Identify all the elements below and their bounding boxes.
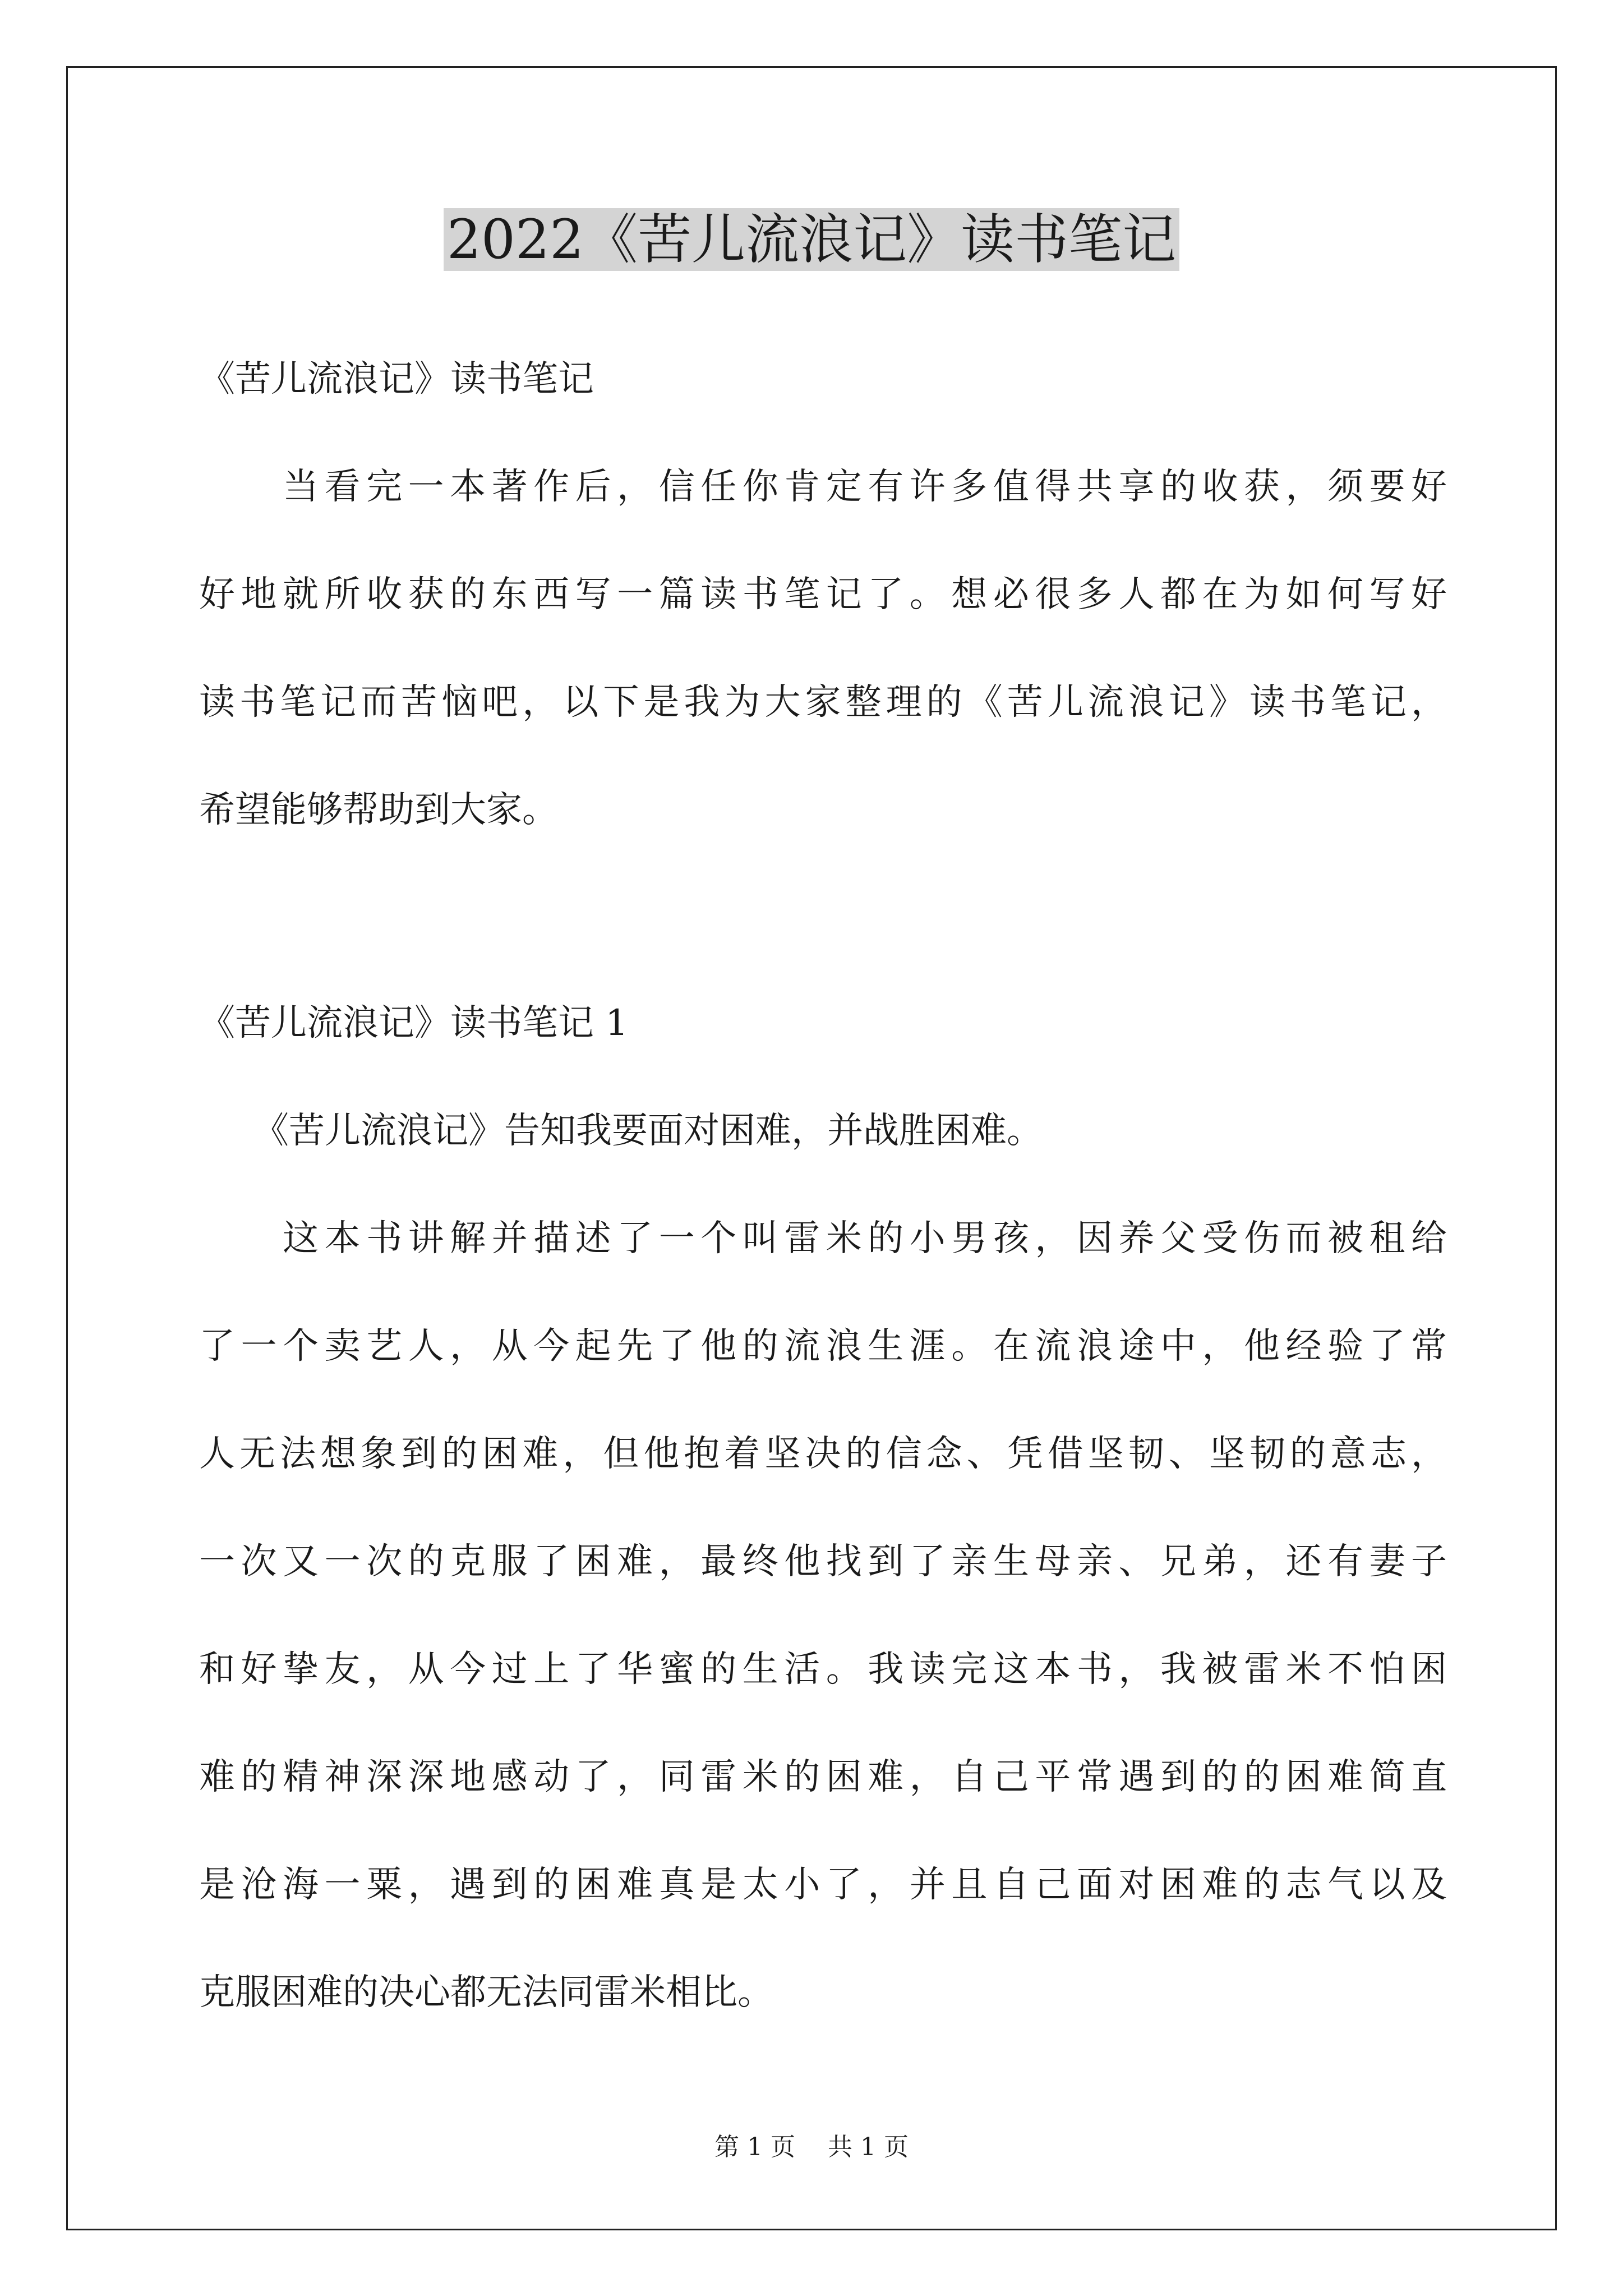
page-footer: 第 1 页 共 1 页	[714, 2133, 909, 2161]
section-1-paragraph-2-line: 了一个卖艺人，从今起先了他的流浪生涯。在流浪途中，他经验了常	[199, 1326, 1447, 1367]
intro-line: 当看完一本著作后，信任你肯定有许多值得共享的收获，须要好	[199, 466, 1447, 508]
section-1-heading: 《苦儿流浪记》读书笔记 1	[199, 1002, 629, 1044]
document-title-text: 2022《苦儿流浪记》读书笔记	[444, 208, 1179, 271]
intro-line: 希望能够帮助到大家。	[199, 789, 558, 831]
section-1-paragraph-2-line: 一次又一次的克服了困难，最终他找到了亲生母亲、兄弟，还有妻子	[199, 1541, 1447, 1582]
section-1-paragraph-2-line: 克服困难的决心都无法同雷米相比。	[199, 1972, 773, 2013]
section-1-paragraph-2-line: 这本书讲解并描述了一个叫雷米的小男孩，因养父受伤而被租给	[199, 1218, 1447, 1259]
intro-line: 好地就所收获的东西写一篇读书笔记了。想必很多人都在为如何写好	[199, 574, 1447, 615]
intro-line: 读书笔记而苦恼吧，以下是我为大家整理的《苦儿流浪记》读书笔记，	[199, 682, 1447, 723]
section-1-paragraph-2-line: 难的精神深深地感动了，同雷米的困难，自己平常遇到的的困难简直	[199, 1756, 1447, 1798]
section-1-paragraph-2-line: 是沧海一粟，遇到的困难真是太小了，并且自己面对困难的志气以及	[199, 1864, 1447, 1906]
intro-heading: 《苦儿流浪记》读书笔记	[199, 358, 594, 400]
section-1-paragraph-1: 《苦儿流浪记》告知我要面对困难，并战胜困难。	[199, 1110, 1043, 1152]
section-1-paragraph-2-line: 和好挚友，从今过上了华蜜的生活。我读完这本书，我被雷米不怕困	[199, 1649, 1447, 1690]
document-title	[0, 197, 1623, 282]
section-1-paragraph-2-line: 人无法想象到的困难，但他抱着坚决的信念、凭借坚韧、坚韧的意志，	[199, 1433, 1447, 1475]
